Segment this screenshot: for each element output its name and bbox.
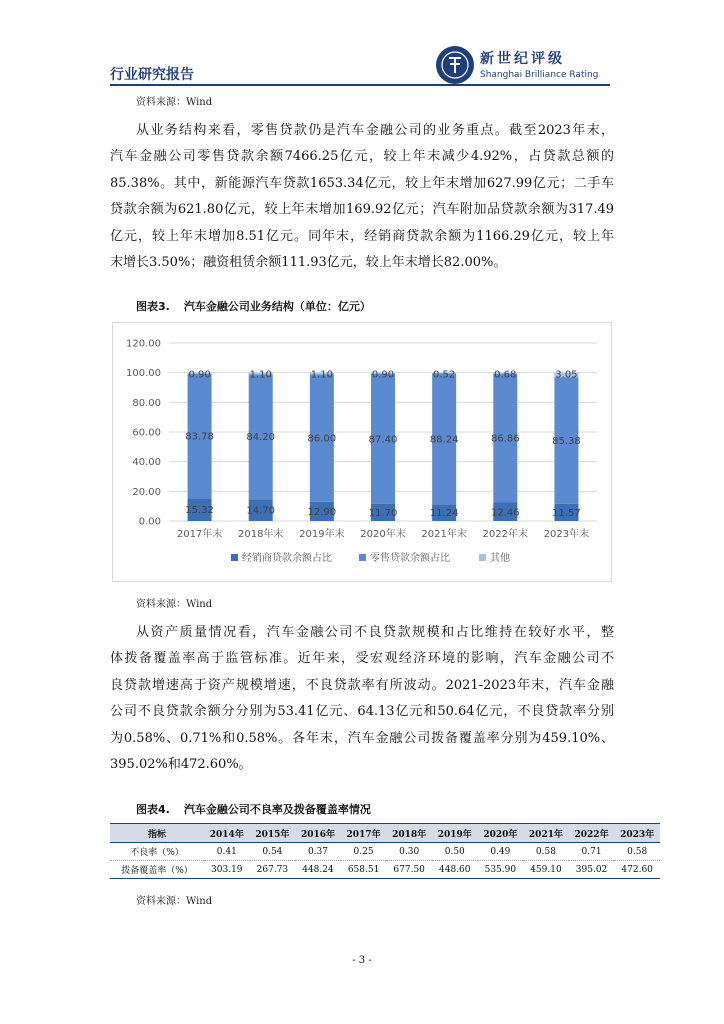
table-header-cell: 2020年 xyxy=(478,824,524,843)
x-tick-label: 2021年末 xyxy=(421,529,467,540)
table-cell: 0.41 xyxy=(204,843,250,861)
paragraph-line: 体拨备覆盖率高于监管标准。近年来，受宏观经济环境的影响，汽车金融公司不 xyxy=(110,651,614,667)
figure-4-title xyxy=(136,801,371,817)
paragraph-line: 良贷款增速高于资产规模增速，不良贷款率有所波动。2021-2023年末，汽车金融 xyxy=(110,677,614,693)
y-tick-label: 100.00 xyxy=(126,368,161,380)
paragraph-line: 从业务结构来看，零售贷款仍是汽车金融公司的业务重点。截至2023年末， xyxy=(136,123,614,138)
data-label: 0.52 xyxy=(433,369,456,381)
table-cell: 0.71 xyxy=(569,843,615,861)
source-note: 资料来源：Wind xyxy=(136,599,213,610)
section-title: 行业研究报告 xyxy=(110,67,194,83)
table-header-cell: 2015年 xyxy=(250,824,296,843)
data-label: 88.24 xyxy=(429,434,459,446)
table-cell: 0.50 xyxy=(432,843,478,861)
data-label: 15.32 xyxy=(185,505,214,517)
legend-swatch xyxy=(479,554,486,561)
table-cell: 0.54 xyxy=(250,843,296,861)
table-cell: 303.19 xyxy=(204,861,250,879)
data-label: 84.20 xyxy=(246,432,276,444)
table-cell: 448.24 xyxy=(295,861,341,879)
legend-swatch xyxy=(231,554,238,561)
data-label: 86.00 xyxy=(307,433,337,445)
paragraph-line: 为0.58%、0.71%和0.58%。各年末，汽车金融公司拨备覆盖率分别为459.10%、 xyxy=(110,730,614,746)
paragraph-line: 公司不良贷款余额分分别为53.41亿元、64.13亿元和50.64亿元，不良贷款率分别 xyxy=(110,704,614,720)
table-header-cell: 2023年 xyxy=(614,824,660,843)
figure-caption: 汽车金融公司不良率及拨备覆盖率情况 xyxy=(183,803,371,816)
y-tick-label: 0.00 xyxy=(138,516,161,528)
figure-3-title xyxy=(136,298,371,314)
figure-label: 图表3. xyxy=(136,300,170,313)
y-tick-label: 80.00 xyxy=(132,397,161,409)
paragraph-business-structure xyxy=(110,118,614,276)
y-tick-label: 120.00 xyxy=(126,338,161,350)
paragraph-line: 395.02%和472.60%。 xyxy=(110,756,252,772)
table-cell: 535.90 xyxy=(478,861,524,879)
y-tick-label: 20.00 xyxy=(132,486,161,498)
legend-label: 零售贷款余额占比 xyxy=(370,553,450,564)
data-label: 0.90 xyxy=(371,369,395,381)
table-header-cell: 2019年 xyxy=(432,824,478,843)
paragraph-line: 末增长3.50%；融资租赁余额111.93亿元，较上年末增长82.00%。 xyxy=(110,254,507,270)
table-row xyxy=(110,843,660,861)
paragraph-asset-quality xyxy=(110,620,614,778)
legend-swatch xyxy=(359,554,366,561)
table-cell: 0.25 xyxy=(341,843,387,861)
data-label: 11.24 xyxy=(429,508,459,520)
x-tick-label: 2023年末 xyxy=(543,529,590,540)
data-label: 1.10 xyxy=(310,369,333,381)
data-label: 0.90 xyxy=(188,369,211,381)
table-cell: 459.10 xyxy=(523,861,569,879)
data-label: 86.86 xyxy=(490,433,520,445)
x-tick-label: 2018年末 xyxy=(237,529,284,540)
table-cell: 677.50 xyxy=(386,861,432,879)
data-label: 14.70 xyxy=(246,505,276,517)
table-cell: 0.58 xyxy=(614,843,660,861)
data-label: 85.38 xyxy=(552,436,581,448)
paragraph-line: 贷款余额为621.80亿元，较上年末增加169.92亿元；汽车附加品贷款余额为317.49 xyxy=(110,202,614,218)
y-tick-label: 40.00 xyxy=(132,457,161,469)
data-label: 11.57 xyxy=(552,507,581,519)
table-header-cell: 2018年 xyxy=(386,824,432,843)
table-cell: 658.51 xyxy=(341,861,387,879)
brand-logo xyxy=(436,46,616,86)
paragraph-line: 从资产质量情况看，汽车金融公司不良贷款规模和占比维持在较好水平，整 xyxy=(136,625,614,640)
table-cell: 267.73 xyxy=(250,861,296,879)
data-label: 12.46 xyxy=(490,507,520,519)
paragraph-line: 85.38%。其中，新能源汽车贷款1653.34亿元，较上年末增加627.99亿元；二手车 xyxy=(110,175,614,191)
page-number: - 3 - xyxy=(352,955,372,966)
table-header-cell: 指标 xyxy=(110,824,204,843)
figure-label: 图表4. xyxy=(136,803,170,816)
data-label: 83.78 xyxy=(185,431,214,443)
stacked-bar-chart xyxy=(112,322,612,582)
source-note: 资料来源：Wind xyxy=(136,97,213,108)
table-header-cell: 2022年 xyxy=(569,824,615,843)
table-cell: 0.30 xyxy=(386,843,432,861)
x-tick-label: 2019年末 xyxy=(299,529,345,540)
table-header-cell: 2014年 xyxy=(204,824,250,843)
paragraph-line: 汽车金融公司零售贷款余额7466.25亿元，较上年末减少4.92%，占贷款总额的 xyxy=(110,149,614,165)
data-label: 1.10 xyxy=(249,369,272,381)
table-cell: 拨备覆盖率（%） xyxy=(110,861,204,879)
table-header-row xyxy=(110,824,660,843)
x-tick-label: 2022年末 xyxy=(482,529,529,540)
data-label: 11.70 xyxy=(368,507,398,519)
table-cell: 0.58 xyxy=(523,843,569,861)
y-tick-label: 60.00 xyxy=(132,427,161,439)
data-label: 0.68 xyxy=(494,369,517,381)
data-label: 87.40 xyxy=(368,434,398,446)
npl-coverage-table xyxy=(110,823,660,879)
x-tick-label: 2020年末 xyxy=(360,529,406,540)
table-cell: 472.60 xyxy=(614,861,660,879)
table-header-cell: 2017年 xyxy=(341,824,387,843)
legend-label: 其他 xyxy=(490,553,510,564)
table-cell: 0.37 xyxy=(295,843,341,861)
logo-chinese-name: 新世纪评级 xyxy=(480,51,565,67)
paragraph-line: 亿元，较上年末增加8.51亿元。同年末，经销商贷款余额为1166.29亿元，较上年 xyxy=(110,228,614,244)
x-tick-label: 2017年末 xyxy=(176,529,223,540)
table-row xyxy=(110,861,660,879)
table-cell: 0.49 xyxy=(478,843,524,861)
table-cell: 395.02 xyxy=(569,861,615,879)
data-label: 3.05 xyxy=(555,369,578,381)
chart-canvas xyxy=(113,323,611,581)
table-header-cell: 2021年 xyxy=(523,824,569,843)
figure-caption: 汽车金融公司业务结构（单位：亿元） xyxy=(183,300,371,313)
brilliance-logo-icon xyxy=(436,46,474,84)
data-label: 12.90 xyxy=(307,506,337,518)
logo-english-name: Shanghai Brilliance Rating xyxy=(480,70,599,80)
table-cell: 448.60 xyxy=(432,861,478,879)
legend-label: 经销商贷款余额占比 xyxy=(242,553,332,564)
source-note: 资料来源：Wind xyxy=(136,896,213,907)
table-cell: 不良率（%） xyxy=(110,843,204,861)
table-header-cell: 2016年 xyxy=(295,824,341,843)
